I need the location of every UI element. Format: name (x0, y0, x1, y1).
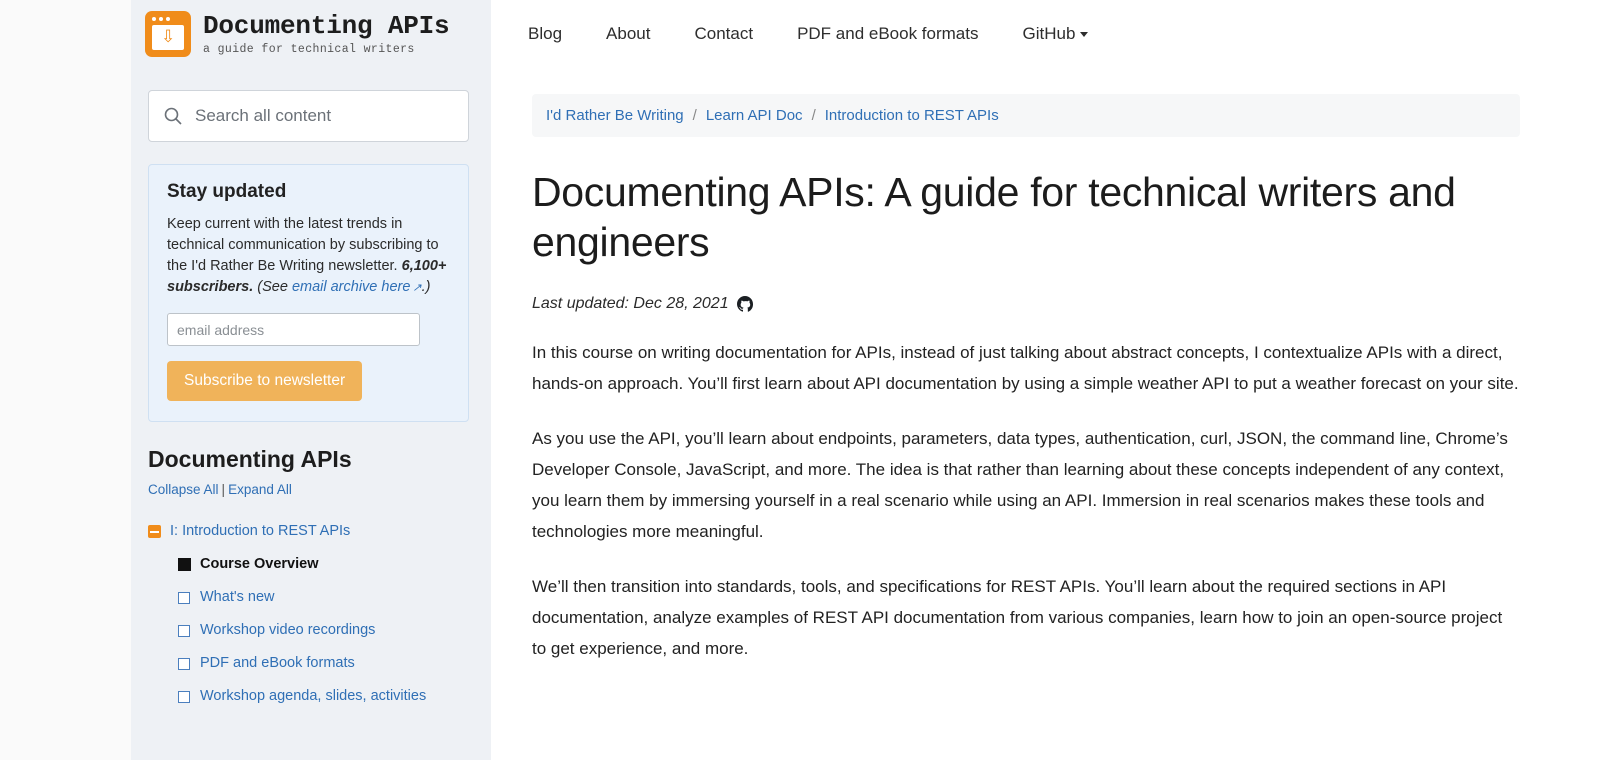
breadcrumb-item-learn-api-doc[interactable]: Learn API Doc (705, 107, 803, 124)
empty-square-icon (178, 622, 200, 642)
toc-heading: Documenting APIs (148, 446, 352, 472)
breadcrumb-separator: / (692, 107, 697, 124)
search-icon (163, 106, 183, 126)
subscribe-button[interactable]: Subscribe to newsletter (167, 361, 362, 401)
article-paragraph-3: We’ll then transition into standards, tools, and specifications for REST APIs. You’ll learn about the required sections in API documentation, analyze examples of REST API documentation from various companies, learn how to join an open-source project to get experience, and more. (532, 577, 1503, 658)
toc-item-workshop-agenda-slides-activities[interactable] (178, 688, 469, 708)
toc-separator: | (221, 482, 226, 497)
main-nav (520, 0, 1110, 68)
email-archive-link-label: email archive here (291, 279, 411, 295)
newsletter-subscriber-count: 6,100+ subscribers. (167, 258, 447, 295)
chevron-down-icon (1080, 32, 1088, 37)
main-content (491, 68, 1600, 760)
external-link-icon: ↗︎ (412, 282, 422, 294)
nav-item-pdf-ebook-formats[interactable] (775, 0, 1000, 68)
newsletter-body-part3: .) (421, 279, 431, 295)
toc-expand-collapse-controls (148, 482, 469, 497)
sidebar-left-gutter (0, 68, 131, 760)
email-field[interactable] (167, 313, 420, 346)
top-navigation-bar (0, 0, 1600, 68)
search-box[interactable] (148, 90, 469, 142)
empty-square-icon (178, 688, 200, 708)
brand-subtitle: a guide for technical writers (203, 43, 415, 56)
nav-item-contact[interactable] (672, 0, 775, 68)
article-paragraph-1: In this course on writing documentation for APIs, instead of just talking about abstract concepts, I contextualize APIs with a direct, hands-on approach. You’ll first learn about API documentation by using a simple weather API to put a weather forecast on your site. (532, 343, 1519, 393)
nav-label: Contact (694, 24, 754, 43)
breadcrumb-separator: / (811, 107, 816, 124)
toc-item-label[interactable]: Workshop video recordings (200, 622, 376, 638)
newsletter-card (148, 164, 469, 422)
last-updated-text: Last updated: Dec 28, 2021 (532, 295, 729, 312)
toc-item-course-overview[interactable] (178, 556, 469, 576)
toc-item-label[interactable]: Workshop agenda, slides, activities (200, 688, 427, 704)
nav-label: GitHub (1022, 24, 1076, 43)
nav-label: About (606, 24, 651, 43)
newsletter-title: Stay updated (167, 181, 287, 202)
expand-all-link[interactable]: Expand All (228, 482, 292, 497)
empty-square-icon (178, 589, 200, 609)
sidebar (131, 68, 491, 760)
email-archive-link[interactable] (292, 279, 422, 295)
breadcrumb (532, 94, 1520, 137)
site-logo-icon: ⇩ (145, 11, 191, 57)
toc-list (148, 523, 469, 708)
toc-section-label[interactable]: I: Introduction to REST APIs (170, 523, 351, 539)
toc-item-label: Course Overview (200, 556, 319, 572)
collapse-all-link[interactable]: Collapse All (148, 482, 219, 497)
last-updated (532, 295, 1520, 313)
filled-square-icon (178, 556, 200, 576)
toc-sublist (148, 556, 469, 708)
nav-item-github[interactable] (1000, 0, 1110, 68)
newsletter-body (167, 214, 450, 299)
toc-item-label[interactable]: PDF and eBook formats (200, 655, 355, 671)
nav-label: Blog (528, 24, 563, 43)
nav-item-blog[interactable] (520, 0, 584, 68)
brand-text (203, 12, 449, 56)
toc-item-pdf-and-ebook-formats[interactable] (178, 655, 469, 675)
breadcrumb-item-home[interactable]: I'd Rather Be Writing (546, 107, 684, 124)
minus-box-icon[interactable] (148, 523, 170, 543)
topbar-left-gutter (0, 0, 131, 68)
newsletter-body-part2: (See (253, 279, 292, 295)
search-input[interactable] (193, 105, 454, 127)
page-title: Documenting APIs: A guide for technical writers and engineers (532, 169, 1456, 265)
toc-item-label[interactable]: What's new (200, 589, 275, 605)
toc-item-workshop-video-recordings[interactable] (178, 622, 469, 642)
toc-section-intro-to-rest-apis[interactable] (148, 523, 469, 543)
empty-square-icon (178, 655, 200, 675)
github-mark-icon[interactable] (737, 296, 753, 312)
nav-label: PDF and eBook formats (797, 24, 979, 43)
article-paragraph-2: As you use the API, you’ll learn about endpoints, parameters, data types, authentication, curl, JSON, the command line, Chrome’s Developer Console, JavaScript, and more. The idea is that rather than learning about these concepts independent of any context, you learn them by immersing yourself in a real scenario while using an API. Immersion in real scenarios makes these tools and technologies more meaningful. (532, 429, 1508, 541)
site-brand[interactable] (131, 0, 491, 68)
brand-title: Documenting APIs (203, 11, 450, 41)
breadcrumb-item-introduction-to-rest-apis[interactable]: Introduction to REST APIs (824, 107, 999, 124)
nav-item-about[interactable] (584, 0, 672, 68)
newsletter-body-part1: Keep current with the latest trends in technical communication by subscribing to the I'd Rather Be Writing newsletter. (167, 216, 439, 274)
toc-item-whats-new[interactable] (178, 589, 469, 609)
